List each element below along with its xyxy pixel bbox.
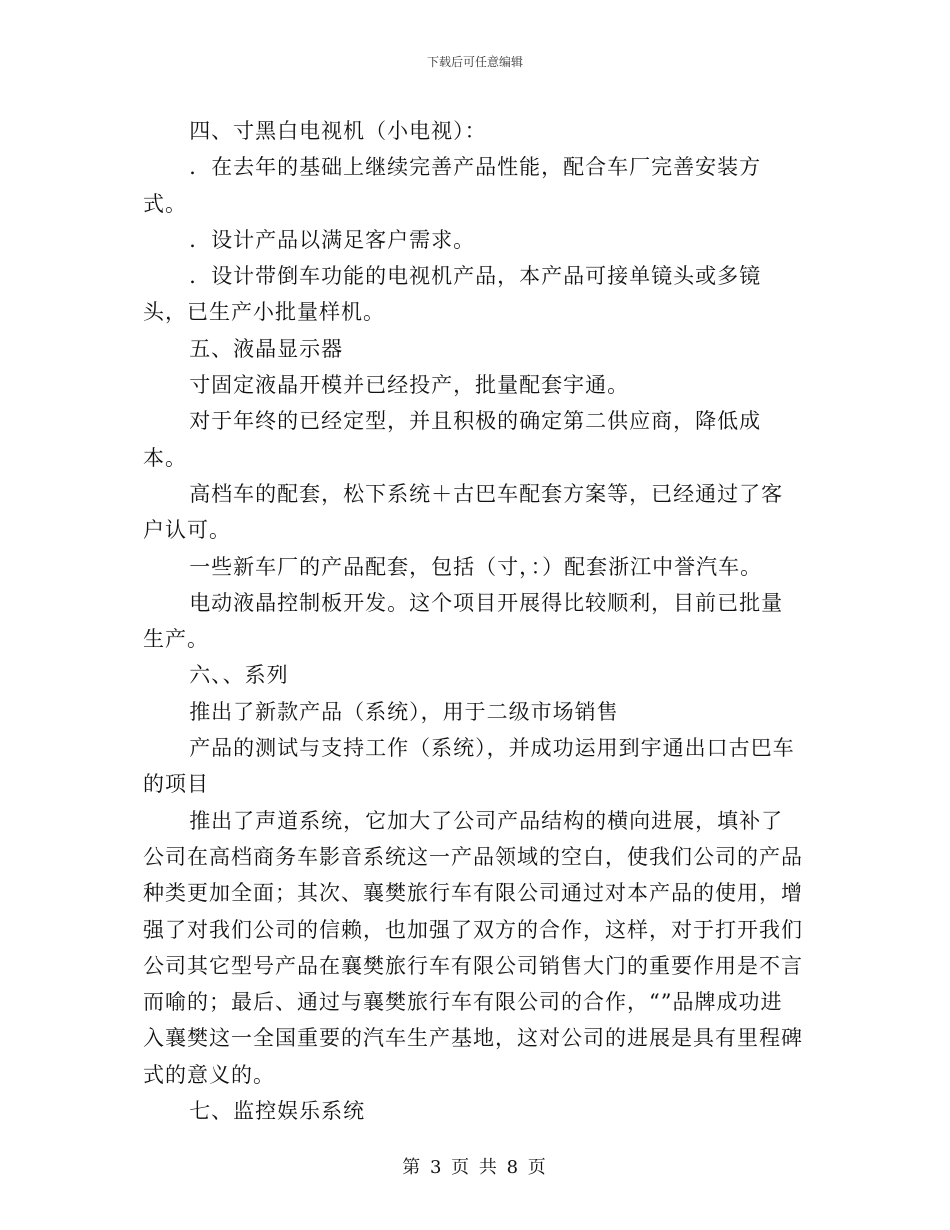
paragraph: 电动液晶控制板开发。这个项目开展得比较顺利，目前已批量生产。 [143,590,784,652]
paragraph: ．设计产品以满足客户需求。 [189,227,476,252]
paragraph: ．设计带倒车功能的电视机产品，本产品可接单镜头或多镜头，已生产小批量样机。 [143,264,762,325]
paragraph: ．在去年的基础上继续完善产品性能，配合车厂完善安装方式。 [143,155,762,216]
paragraph: 产品的测试与支持工作（系统），并成功运用到宇通出口古巴车的项目 [143,736,795,797]
paragraph: 对于年终的已经定型，并且积极的确定第二供应商，降低成本。 [143,409,762,470]
paragraph: 七、监控娱乐系统 [189,1099,366,1124]
paragraph: 推出了声道系统，它加大了公司产品结构的横向进展，填补了公司在高档商务车影音系统这一产品领域的空白，使我们公司的产品种类更加全面；其次、襄樊旅行车有限公司通过对本产品的使用，增强了对我们公司的信赖，也加强了双方的合作，这样，对于打开我们公司其它型号产品在襄樊旅行车有限公司销售大门的重要作用是不言而喻的；最后、通过与襄樊旅行车有限公司的合作，“”品牌成功进入襄樊这一全国重要的汽车生产基地，这对公司的进展是具有里程碑式的意义的。 [143,808,803,1087]
paragraph: 推出了新款产品（系统），用于二级市场销售 [189,699,619,724]
paragraph: 五、液晶显示器 [189,336,344,361]
paragraph: 四、寸黑白电视机（小电视）： [189,119,487,143]
paragraph: 寸固定液晶开模并已经投产，批量配套宇通。 [189,373,630,398]
paragraph: 一些新车厂的产品配套，包括（寸，：）配套浙江中誉汽车。 [189,554,763,579]
paragraph: 六、、系列 [189,663,289,688]
document-body [143,113,803,1129]
page-header: 下载后可任意编辑 [426,55,523,69]
page-footer: 第 3 页 共 8 页 [402,1157,548,1178]
paragraph: 高档车的配套，松下系统＋古巴车配套方案等，已经通过了客户认可。 [143,481,784,543]
